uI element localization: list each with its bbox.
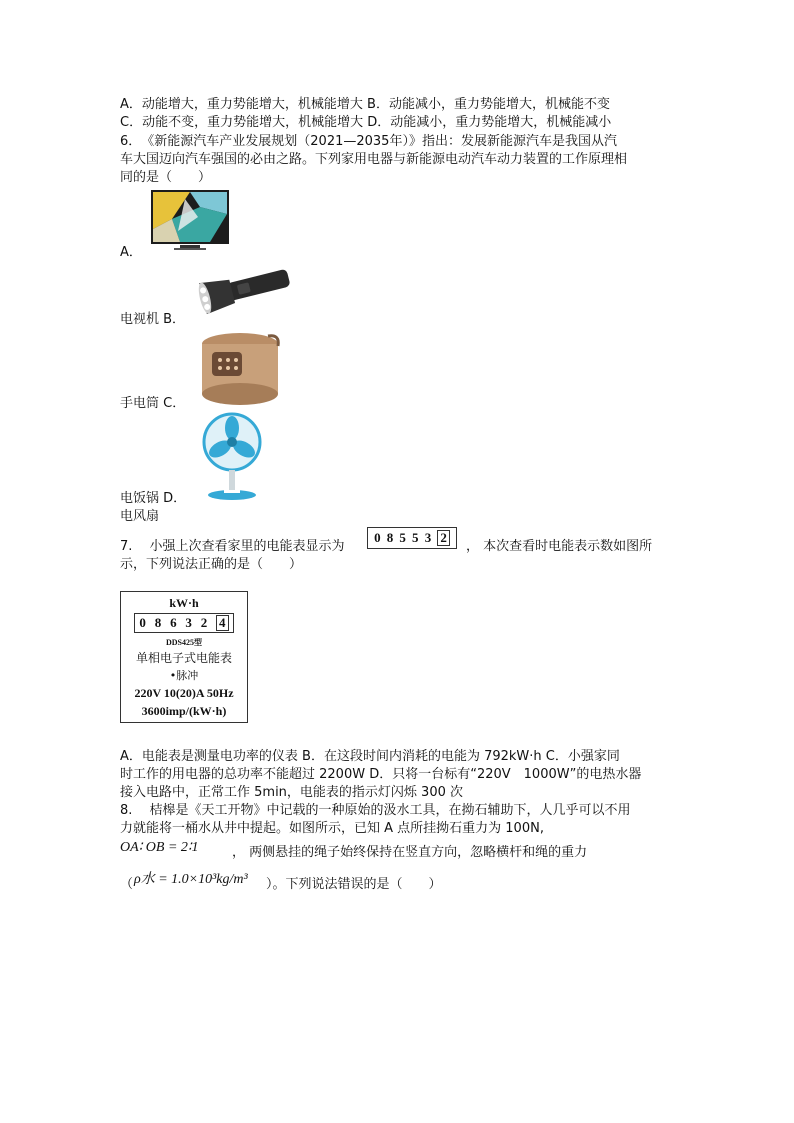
meter-digit: 5 (412, 530, 419, 545)
meter-digit: 8 (386, 530, 394, 545)
q7-stem-part2: ， 本次查看时电能表示数如图所 (466, 539, 653, 554)
meter-digit: 0 (139, 615, 146, 630)
meter-digit: 8 (154, 615, 162, 630)
q6-option-c-label: 手电筒 C． (120, 396, 186, 411)
meter-digit: 3 (424, 530, 432, 545)
energy-meter-figure (120, 591, 248, 723)
q8-stem-line1: 8. 桔槔是《天工开物》中记载的一种原始的汲水工具，在拗石辅助下，人几乎可以不用 (120, 803, 631, 818)
meter-name: 单相电子式电能表 (135, 651, 232, 665)
q5-options-cd: C．动能不变，重力势能增大，机械能增大 D．动能减小，重力势能增大，机械能减小 (120, 115, 612, 130)
q7-stem-line2: 示，下列说法正确的是（ ） (120, 557, 303, 572)
meter-unit: kW·h (169, 596, 199, 610)
q6-stem-line1: 6． 《新能源汽车产业发展规划（2021—2035年）》指出：发展新能源汽车是我国从汽 (120, 134, 617, 149)
electric-fan-image (200, 412, 264, 502)
meter-decimal-digit: 2 (437, 530, 450, 546)
q5-options-ab: A．动能增大，重力势能增大，机械能增大 B．动能减小，重力势能增大，机械能不变 (120, 97, 610, 112)
meter-digit: 6 (170, 615, 177, 630)
q8-stem-line2: 力就能将一桶水从井中提起。如图所示，已知 A 点所挂拗石重力为 100N, (120, 821, 544, 836)
meter-decimal-digit: 4 (216, 615, 229, 631)
q7-stem-part1: 7. 小强上次查看家里的电能表显示为 (120, 539, 345, 554)
meter-model: DDS425型 (165, 638, 202, 647)
q7-options-line2: 时工作的用电器的总功率不能超过 2200W D．只将一台标有“220V 1000W”的电热水器 (120, 767, 642, 782)
meter-pulse-indicator: •脉冲 (169, 669, 199, 682)
q6-option-d-label: 电饭锅 D． (120, 491, 187, 506)
q6-stem-line3: 同的是（ ） (120, 170, 212, 185)
ratio-formula: OA∶ OB = 2∶1 (120, 840, 199, 855)
q8-open-paren: （ (120, 877, 134, 892)
previous-meter-reading (367, 527, 457, 549)
meter-rating: 220V 10(20)A 50Hz (134, 686, 234, 700)
meter-digit: 0 (374, 530, 381, 545)
q6-stem-line2: 车大国迈向汽车强国的必由之路。下列家用电器与新能源电动汽车动力装置的工作原理相 (120, 152, 628, 167)
meter-digit: 5 (399, 530, 406, 545)
meter-digit: 3 (185, 615, 192, 630)
meter-digit: 2 (200, 615, 208, 630)
q6-option-a-label: A． (120, 245, 142, 260)
q8-stem-line3: ， 两侧悬挂的绳子始终保持在竖直方向，忽略横杆和绳的重力 (232, 845, 588, 860)
television-image (150, 189, 230, 252)
q6-option-d-caption: 电风扇 (120, 509, 160, 524)
flashlight-image (198, 264, 294, 314)
meter-constant: 3600imp/(kW·h) (141, 704, 227, 718)
density-formula: ρ水 = 1.0×10³kg/m³ (134, 872, 248, 887)
q8-stem-line4: ）。下列说法错误的是（ ） (266, 877, 442, 892)
q6-option-b-label: 电视机 B． (120, 312, 186, 327)
q7-options-line1: A．电能表是测量电功率的仪表 B．在这段时间内消耗的电能为 792kW·h C．小强家同 (120, 749, 620, 764)
rice-cooker-image (198, 330, 282, 410)
current-meter-reading (134, 613, 234, 633)
q7-options-line3: 接入电路中，正常工作 5min，电能表的指示灯闪烁 300 次 (120, 785, 463, 800)
